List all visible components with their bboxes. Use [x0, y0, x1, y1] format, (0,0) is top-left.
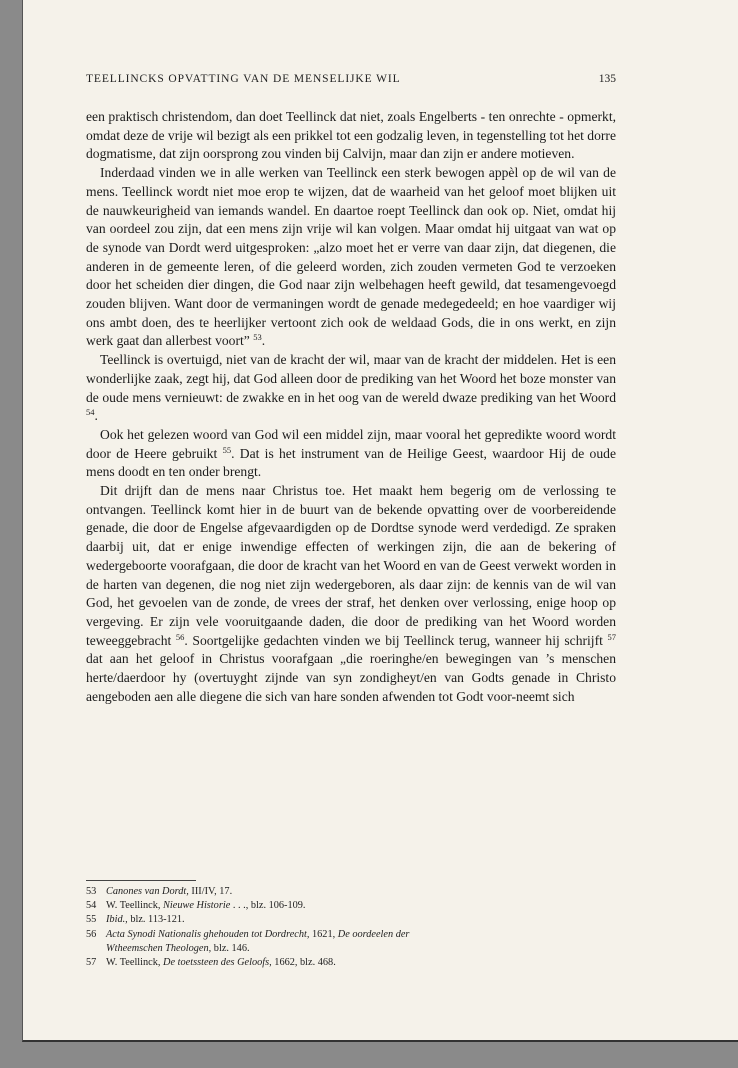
paragraph-5: Dit drijft dan de mens naar Christus toe. Het maakt hem begerig om de verlossing te ontvangen. Teellinck komt hier in de buurt van de bekende opvatting over de voorbereidende genade, die door de Engelse afgevaardigden op de Dordtse synode werd verdedigd. Ze spraken daarbij uit, dat er enige inwendige effecten of werkingen zijn, die aan de bekering of wedergeboorte voorafgaan, die door de kracht van het Woord en van de Geest verwekt worden in de harten van degenen, die nog niet zijn wedergeboren, als daar zijn: de kennis van de wil van God, het gevoelen van de zonde, de vrees der straf, het denken over verlossing, enige hoop op vergeving. Er zijn vele vooruitgaande daden, die door de prediking van het Woord worden teweeggebracht $^{56}$. Soortgelijke gedachten vinden we bij Teellinck terug, wanneer hij schrijft $^{57}$ dat aan het geloof in Christus voorafgaan „die roeringhe/en bewegingen van ’s menschen herte/daerdoor hy (overtuyght zijnde van syn zondigheyt/en van Godts genade in Christo aengeboden aen alle diegene die sich van hare sonden afwenden tot Godt voor-neemt sich	[86, 483, 616, 704]
footnote-ref-54[interactable]: 54	[86, 407, 95, 418]
page-number: 135	[598, 73, 616, 85]
footnote-56: 56 Acta Synodi Nationalis ghehouden tot Dordrecht, 1621, De oordeelen der	[86, 928, 410, 940]
footnote-55: 55 Ibid., blz. 113-121.	[86, 914, 185, 926]
footnotes	[86, 885, 616, 970]
body-text	[86, 108, 616, 707]
footnote-53: 53 Canones van Dordt, III/IV, 17.	[86, 886, 233, 897]
footnote-ref-56[interactable]: 56	[175, 631, 185, 642]
footnote-divider	[86, 880, 196, 881]
footnote-ref-53[interactable]: 53	[253, 332, 262, 343]
footnote-57: 57 W. Teellinck, De toetssteen des Geloofs, 1662, blz. 468.	[86, 957, 336, 969]
footnote-54: 54 W. Teellinck, Nieuwe Historie . . ., blz. 106-109.	[86, 900, 306, 912]
running-header	[86, 73, 616, 85]
paragraph-1: een praktisch christendom, dan doet Teellinck dat niet, zoals Engelberts - ten onrechte - opmerkt, omdat deze de vrije wil bezigt als een prikkel tot een godzalig leven, in tegenstelling tot het dorre dogmatisme, dat zijn oorsprong zou vinden bij Calvijn, maar dan zijn er andere motieven.	[86, 109, 616, 162]
paragraph-2: Inderdaad vinden we in alle werken van Teellinck een sterk bewogen appèl op de wil van de mens. Teellinck wordt niet moe erop te wijzen, dat de waarheid van het geloof moet blijken uit de nauwkeurigheid van iemands wandel. En daartoe roept Teellinck dan ook op. Niet, omdat hij van oordeel zou zijn, dat een mens zijn vrije wil kan volgen. Maar omdat hij uitgaat van wat op de synode van Dordt werd uitgesproken: „alzo moet het er verre van daar zijn, dat diegenen, die anderen in de gemeente leren, of die geleerd worden, zich zouden vermeten God te verzoeken door het scheiden dier dingen, die God naar zijn welbehagen heeft gewild, dat tesamengevoegd zouden blijven. Want door de vermaningen wordt de genade medegedeeld; en hoe vaardiger wij ons ambt doen, des te heerlijker vertoont zich ook de weldaad Gods, die in ons werkt, en zijn werk gaat dan allerbest voort” $^{53}$.	[86, 165, 616, 349]
footnote-56-continued: Wtheemschen Theologen, blz. 146.	[106, 942, 250, 954]
book-page	[22, 0, 738, 1042]
running-title: TEELLINCKS OPVATTING VAN DE MENSELIJKE WIL	[86, 73, 401, 85]
paragraph-4: Ook het gelezen woord van God wil een middel zijn, maar vooral het gepredikte woord wordt door de Heere gebruikt $^{55}$. Dat is het instrument van de Heilige Geest, waardoor Hij de oude mens doodt en ten onder brengt.	[86, 426, 616, 480]
paragraph-3: Teellinck is overtuigd, niet van de kracht der wil, maar van de kracht der middelen. Het is een wonderlijke zaak, zegt hij, dat God alleen door de prediking van het Woord het boze monster van de oude mens vernieuwt: de zwakke en in het oog van de wereld dwaze prediking van het Woord $^{54}$.	[86, 352, 616, 424]
footnote-ref-55[interactable]: 55	[222, 444, 232, 455]
footnote-ref-57[interactable]: 57	[607, 631, 616, 642]
